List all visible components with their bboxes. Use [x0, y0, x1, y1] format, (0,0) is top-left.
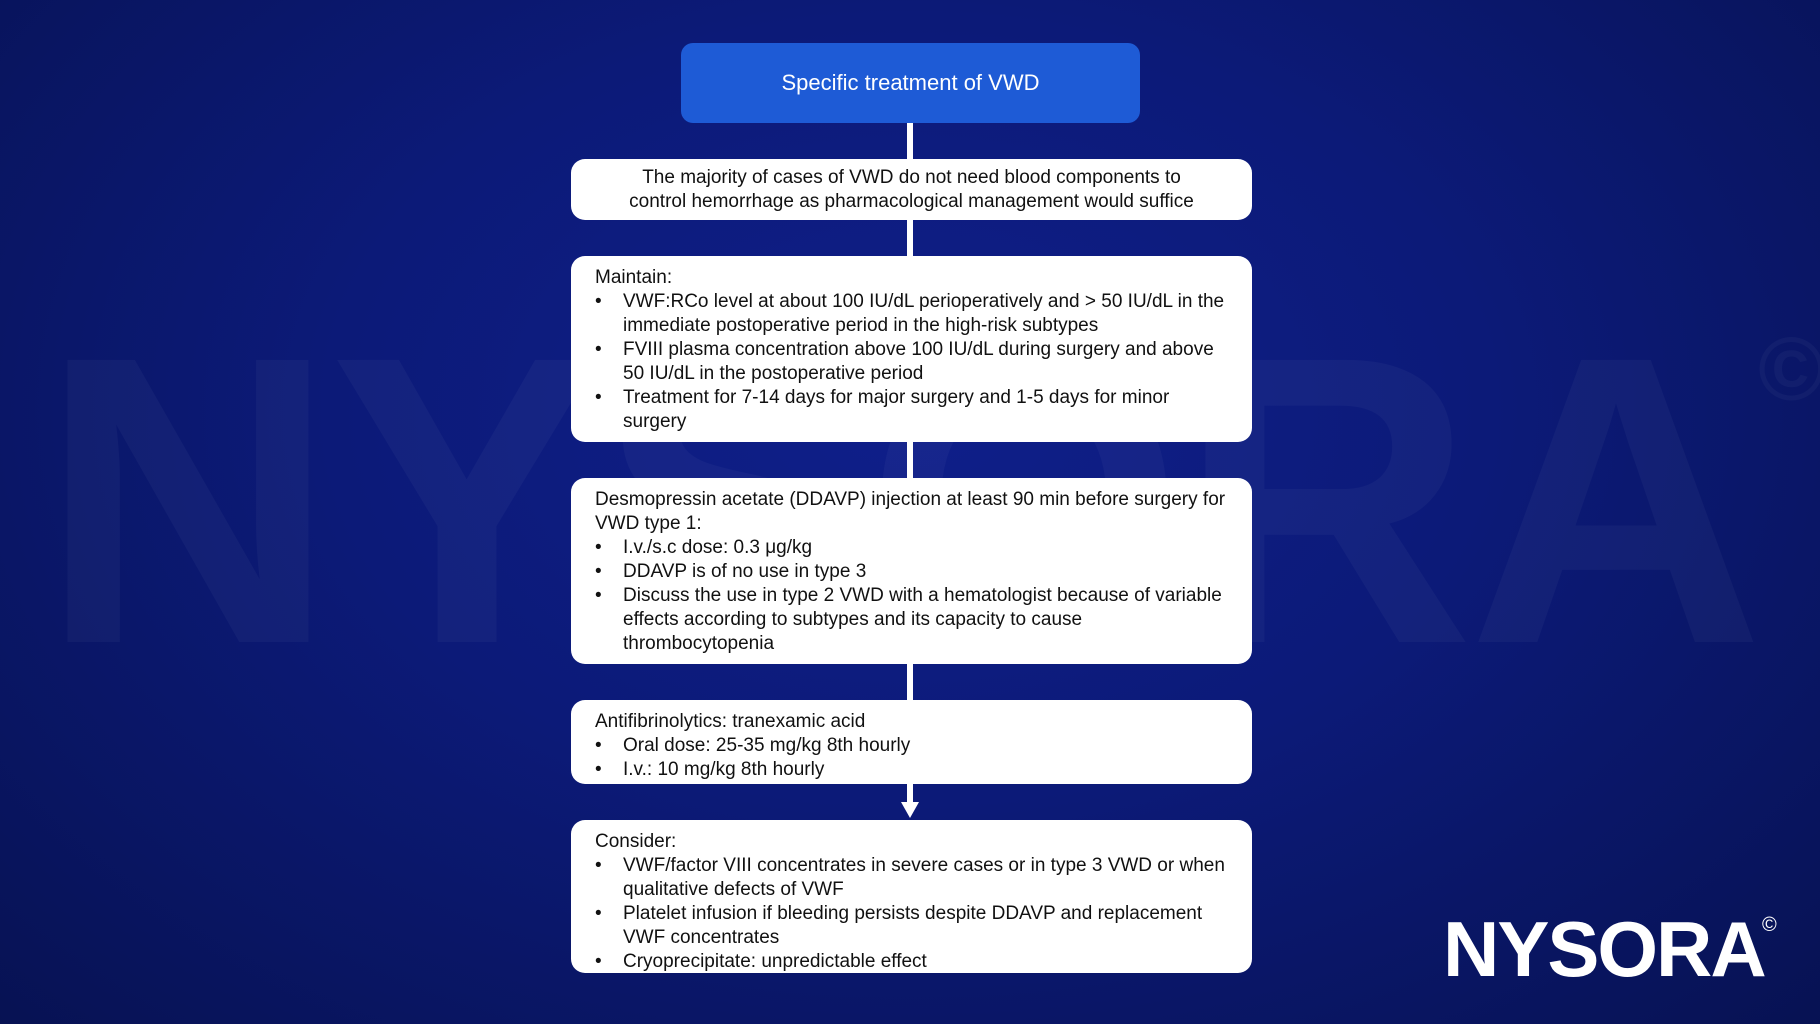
- consider-list: [595, 854, 1228, 974]
- antifibrinolytics-item-2: I.v.: 10 mg/kg 8th hourly: [623, 759, 825, 780]
- consider-item-2: Platelet infusion if bleeding persists despite DDAVP and replacement VWF concentrates: [623, 903, 1203, 948]
- bullet-icon: •: [595, 759, 602, 780]
- maintain-item-2: FVIII plasma concentration above 100 IU/dL during surgery and above 50 IU/dL in the postoperative period: [623, 339, 1214, 384]
- maintain-item-1: VWF:RCo level at about 100 IU/dL perioperatively and > 50 IU/dL in the immediate postoperative period in the high-risk subtypes: [623, 291, 1225, 336]
- bullet-icon: •: [595, 903, 602, 924]
- consider-heading: Consider:: [595, 831, 677, 852]
- list-item: [595, 338, 1228, 386]
- connector-maintain-desmopressin: [907, 442, 913, 478]
- maintain-item-3: Treatment for 7-14 days for major surgery and 1-5 days for minor surgery: [623, 387, 1170, 432]
- bullet-icon: •: [595, 387, 602, 408]
- antifibrinolytics-box: [571, 700, 1252, 784]
- desmopressin-list: [595, 536, 1228, 656]
- antifibrinolytics-heading: Antifibrinolytics: tranexamic acid: [595, 711, 866, 732]
- maintain-box: [571, 256, 1252, 442]
- intro-line-1: The majority of cases of VWD do not need blood components to: [642, 166, 1181, 188]
- list-item: [595, 950, 1228, 974]
- maintain-heading: Maintain:: [595, 267, 673, 288]
- antifibrinolytics-list: [595, 734, 1228, 782]
- list-item: [595, 734, 1228, 758]
- connector-antifibrinolytics-consider: [907, 784, 913, 804]
- consider-item-1: VWF/factor VIII concentrates in severe cases or in type 3 VWD or when qualitative defects of VWF: [623, 855, 1225, 900]
- list-item: [595, 536, 1228, 560]
- bullet-icon: •: [595, 855, 602, 876]
- intro-line-2: control hemorrhage as pharmacological management would suffice: [629, 190, 1194, 212]
- bullet-icon: •: [595, 339, 602, 360]
- desmopressin-heading: Desmopressin acetate (DDAVP) injection at least 90 min before surgery for VWD type 1:: [595, 489, 1226, 534]
- intro-box: [571, 159, 1252, 220]
- list-item: [595, 386, 1228, 434]
- desmopressin-item-1: I.v./s.c dose: 0.3 μg/kg: [623, 537, 813, 558]
- bullet-icon: •: [595, 537, 602, 558]
- flowchart-title: [681, 43, 1140, 123]
- consider-box: [571, 820, 1252, 973]
- list-item: [595, 758, 1228, 782]
- consider-item-3: Cryoprecipitate: unpredictable effect: [623, 951, 927, 972]
- bullet-icon: •: [595, 735, 602, 756]
- list-item: [595, 560, 1228, 584]
- antifibrinolytics-item-1: Oral dose: 25-35 mg/kg 8th hourly: [623, 735, 911, 756]
- bullet-icon: •: [595, 951, 602, 972]
- list-item: [595, 902, 1228, 950]
- desmopressin-box: [571, 478, 1252, 664]
- arrow-down-icon: [901, 802, 919, 818]
- list-item: [595, 584, 1228, 656]
- bullet-icon: •: [595, 585, 602, 606]
- maintain-list: [595, 290, 1228, 434]
- connector-intro-maintain: [907, 220, 913, 256]
- registered-mark-icon: ©: [1762, 914, 1777, 936]
- nysora-logo: NYSORA: [1443, 905, 1765, 993]
- desmopressin-item-2: DDAVP is of no use in type 3: [623, 561, 867, 582]
- bullet-icon: •: [595, 561, 602, 582]
- flowchart-title-text: Specific treatment of VWD: [781, 70, 1040, 95]
- connector-title-intro: [907, 123, 913, 159]
- desmopressin-item-3: Discuss the use in type 2 VWD with a hematologist because of variable effects according to subtypes and its capacity to cause thrombocytopenia: [623, 585, 1222, 654]
- bullet-icon: •: [595, 291, 602, 312]
- list-item: [595, 854, 1228, 902]
- connector-desmopressin-antifibrinolytics: [907, 664, 913, 700]
- list-item: [595, 290, 1228, 338]
